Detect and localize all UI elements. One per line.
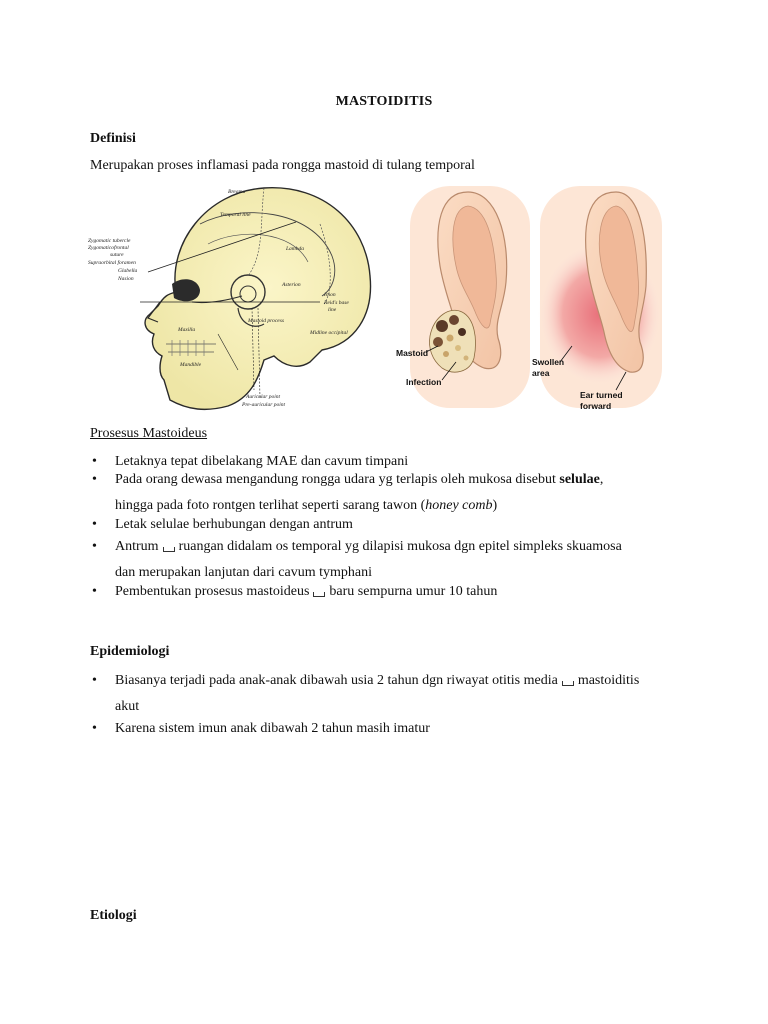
arrow-icon <box>163 547 175 552</box>
label-asterion: Asterion <box>282 282 301 288</box>
list-item: • Antrum ruangan didalam os temporal yg dilapisi mukosa dgn epitel simpleks skuamosa <box>90 538 680 556</box>
label-infection: Infection <box>406 377 442 387</box>
ear-figure <box>390 186 670 412</box>
list-item: • Letaknya tepat dibelakang MAE dan cavum timpani <box>90 453 680 471</box>
label-supraorbital: Supraorbital foramen <box>88 260 136 266</box>
list-item-continuation: dan merupakan lanjutan dari cavum tymphani <box>115 565 372 580</box>
label-preauricular-point: Pre-auricular point <box>242 402 286 408</box>
list-item: • Pembentukan prosesus mastoideus baru sempurna umur 10 tahun <box>90 583 680 601</box>
list-item: • Pada orang dewasa mengandung rongga udara yg terlapis oleh mukosa disebut selulae, <box>90 471 680 489</box>
label-zygomatic-tubercle: Zygomatic tubercle <box>88 238 131 244</box>
label-suture: suture <box>110 252 124 258</box>
arrow-icon <box>313 592 325 597</box>
arrow-icon <box>562 681 574 686</box>
etiologi-heading: Etiologi <box>90 908 137 923</box>
label-ear-turned: Ear turned <box>580 390 623 400</box>
label-midline-occipital: Midline occipital <box>310 330 348 336</box>
prosesus-heading: Prosesus Mastoideus <box>90 426 208 441</box>
label-zygomaticofrontal: Zygomaticofrontal <box>88 245 129 251</box>
label-forward: forward <box>580 401 612 411</box>
label-mastoid: Mastoid <box>396 348 429 358</box>
label-reids-base: Reid's base <box>324 300 349 306</box>
definisi-text: Merupakan proses inflamasi pada rongga mastoid di tulang temporal <box>90 158 475 173</box>
definisi-heading: Definisi <box>90 131 136 146</box>
label-temporal-line: Temporal line <box>220 212 251 218</box>
list-item-continuation: akut <box>115 699 140 714</box>
epidemiologi-heading: Epidemiologi <box>90 644 170 659</box>
label-nasion: Nasion <box>118 276 134 282</box>
label-swollen: Swollen <box>532 357 565 367</box>
label-mastoid-process: Mastoid process <box>248 318 285 324</box>
label-mandible: Mandible <box>180 362 202 368</box>
list-item: • Biasanya terjadi pada anak-anak dibawah usia 2 tahun dgn riwayat otitis media mastoiditis <box>90 672 680 690</box>
label-auricular-point: Auricular point <box>246 394 281 400</box>
skull-figure <box>88 184 380 416</box>
label-glabella: Glabella <box>118 268 138 274</box>
label-area: area <box>532 368 550 378</box>
label-bregma: Bregma <box>228 189 246 195</box>
epidemiologi-list <box>90 672 680 738</box>
label-lambda: Lambda <box>286 246 305 252</box>
document-title: MASTOIDITIS <box>335 94 433 109</box>
list-item-continuation: hingga pada foto rontgen terlihat seperti sarang tawon (honey comb) <box>115 498 498 513</box>
list-item: • Letak selulae berhubungan dengan antrum <box>90 516 680 534</box>
list-item: • Karena sistem imun anak dibawah 2 tahun masih imatur <box>90 720 680 738</box>
prosesus-list <box>90 453 680 601</box>
label-line: line <box>328 307 337 313</box>
label-inion: Inion <box>324 292 336 298</box>
label-maxilla: Maxilla <box>178 327 196 333</box>
